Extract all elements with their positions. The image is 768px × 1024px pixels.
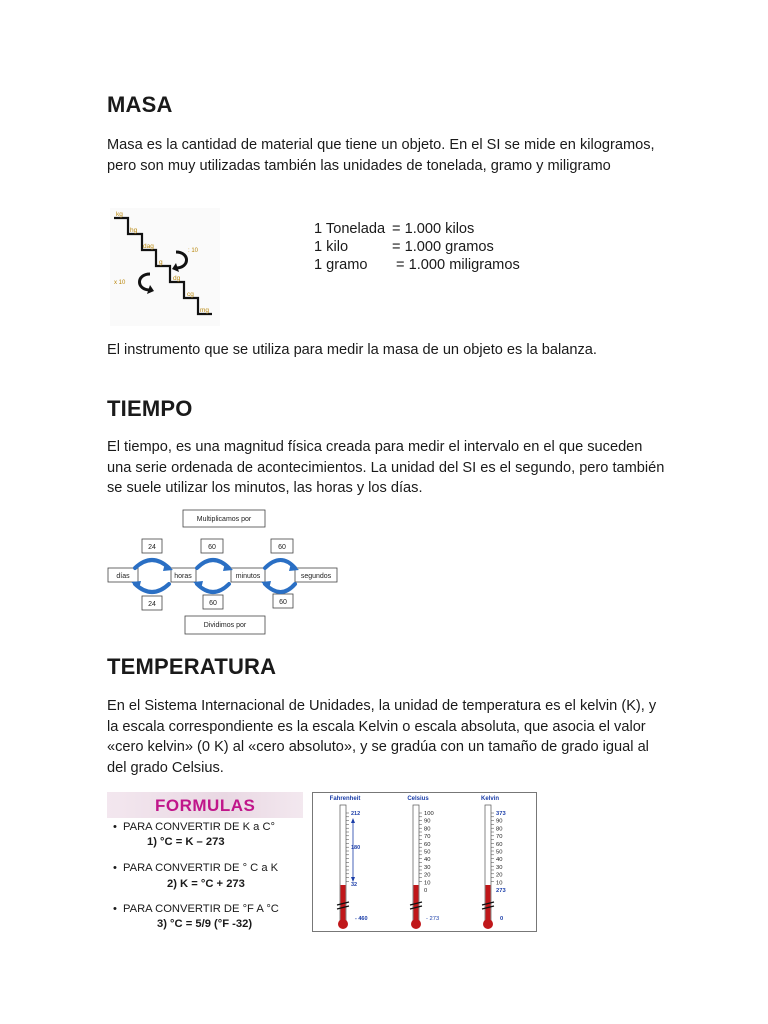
heading-masa: MASA bbox=[107, 92, 173, 117]
kelvin-mark: 40 bbox=[496, 857, 503, 864]
conversion-row bbox=[314, 256, 520, 274]
stair-label-kg: kg bbox=[116, 211, 123, 218]
conversion-unit: 1 gramo bbox=[314, 257, 368, 273]
fahrenheit-mark: - 460 bbox=[355, 916, 368, 922]
formula-line: • PARA CONVERTIR DE °F A °C bbox=[113, 903, 279, 915]
kelvin-mark: 90 bbox=[496, 818, 503, 825]
fahrenheit-mark: 32 bbox=[351, 882, 358, 888]
celsius-mark: 90 bbox=[424, 818, 431, 825]
thermometer-bulb bbox=[338, 919, 348, 929]
paragraph-tiempo: El tiempo, es una magnitud física creada para medir el intervalo en el que suceden una serie ordenada de acontecimientos. La unidad del SI es el segundo, pero también se suele utilizar los minutos, las horas y los días. bbox=[107, 439, 665, 496]
kelvin-mark: 30 bbox=[496, 864, 503, 871]
celsius-mark: 50 bbox=[424, 849, 431, 856]
celsius-mark: 20 bbox=[424, 872, 431, 879]
conversion-row bbox=[314, 220, 520, 238]
conversion-value: = 1.000 kilos bbox=[392, 221, 475, 237]
factor-bottom-60: 60 bbox=[209, 600, 217, 607]
celsius-mark: 70 bbox=[424, 834, 431, 841]
formula-expression: 1) °C = K – 273 bbox=[147, 836, 225, 848]
celsius-mark: 100 bbox=[424, 811, 434, 817]
conversion-unit: 1 Tonelada bbox=[314, 221, 386, 237]
blue-arrows bbox=[135, 560, 295, 592]
paragraph-instrument: El instrumento que se utiliza para medir la masa de un objeto es la balanza. bbox=[107, 342, 597, 358]
stair-label-hg: hg bbox=[130, 227, 138, 234]
heading-temperatura: TEMPERATURA bbox=[107, 654, 277, 679]
heading-tiempo: TIEMPO bbox=[107, 396, 193, 421]
kelvin-mark: 10 bbox=[496, 880, 503, 887]
thermometer-bulb bbox=[411, 919, 421, 929]
thermometer-label: Celsius bbox=[407, 796, 429, 802]
fahrenheit-mark: 212 bbox=[351, 811, 361, 817]
formula-expression: 2) K = °C + 273 bbox=[167, 878, 245, 890]
multiply-label: Multiplicamos por bbox=[196, 516, 252, 523]
kelvin-mark: 0 bbox=[500, 916, 504, 922]
unit-segundos: segundos bbox=[300, 573, 332, 580]
formula-line: • PARA CONVERTIR DE ° C a K bbox=[113, 862, 279, 874]
fahrenheit-mark: 180 bbox=[351, 845, 361, 851]
conversion-row bbox=[314, 238, 520, 256]
kelvin-mark: 50 bbox=[496, 849, 503, 856]
divide-label: Dividimos por bbox=[203, 622, 247, 629]
kelvin-mark: 70 bbox=[496, 834, 503, 841]
factor-bottom-24: 24 bbox=[148, 601, 156, 608]
stair-label-dag: dag bbox=[143, 243, 154, 250]
arrow-up-icon bbox=[351, 818, 355, 823]
thermometers-svg bbox=[313, 793, 536, 931]
paragraph-masa: Masa es la cantidad de material que tiene un objeto. En el SI se mide en kilogramos, pero son muy utilizadas también las unidades de tonelada, gramo y miligramo bbox=[107, 137, 655, 174]
stair-label-mg: mg bbox=[200, 307, 210, 314]
unit-minutos: minutos bbox=[235, 573, 261, 580]
factor-top-60: 60 bbox=[208, 544, 216, 551]
thermometer-bulb bbox=[483, 919, 493, 929]
formula-expression: 3) °C = 5/9 (°F -32) bbox=[157, 918, 253, 930]
paragraph-temperatura: En el Sistema Internacional de Unidades, la unidad de temperatura es el kelvin (K), y la escala correspondiente es la escala Kelvin o escala absoluta, que asocia el valor «cero kelvin» (0 K) al «cero absoluto», y se gradúa con un tamaño de grado igual al del grado Celsius. bbox=[107, 698, 657, 776]
stair-label-cg: cg bbox=[187, 291, 194, 298]
divide-by-ten-label: : 10 bbox=[188, 248, 199, 254]
stair-label-dg: dg bbox=[173, 275, 181, 282]
celsius-mark: 10 bbox=[424, 880, 431, 887]
multiply-by-ten-label: x 10 bbox=[114, 280, 126, 286]
kelvin-mark: 273 bbox=[496, 888, 506, 894]
thermometer-label: Fahrenheit bbox=[329, 796, 361, 802]
mass-staircase-diagram bbox=[110, 208, 220, 326]
celsius-mark: 30 bbox=[424, 864, 431, 871]
unit-horas: horas bbox=[174, 573, 192, 580]
formulas-panel bbox=[107, 792, 303, 932]
kelvin-mark: 80 bbox=[496, 826, 503, 833]
factor-top-60: 60 bbox=[278, 544, 286, 551]
conversion-value: = 1.000 gramos bbox=[392, 239, 494, 255]
factor-top-24: 24 bbox=[148, 544, 156, 551]
kelvin-mark: 373 bbox=[496, 811, 506, 817]
factor-bottom-60: 60 bbox=[279, 599, 287, 606]
celsius-mark: 80 bbox=[424, 826, 431, 833]
kelvin-mark: 20 bbox=[496, 872, 503, 879]
conversion-value: = 1.000 miligramos bbox=[392, 257, 520, 273]
conversion-unit: 1 kilo bbox=[314, 239, 349, 255]
celsius-mark: 40 bbox=[424, 857, 431, 864]
kelvin-mark: 60 bbox=[496, 841, 503, 848]
thermometers-figure bbox=[312, 792, 537, 932]
celsius-mark: 60 bbox=[424, 841, 431, 848]
mass-conversions bbox=[314, 220, 520, 274]
celsius-mark: - 273 bbox=[426, 916, 440, 922]
formula-line: • PARA CONVERTIR DE K a C° bbox=[113, 821, 276, 833]
formulas-title: FORMULAS bbox=[155, 796, 256, 815]
stair-label-g: g bbox=[159, 259, 163, 266]
unit-dias: días bbox=[116, 573, 130, 580]
time-conversion-diagram bbox=[107, 508, 343, 638]
thermometer-label: Kelvin bbox=[480, 796, 500, 802]
celsius-mark: 0 bbox=[424, 888, 428, 894]
